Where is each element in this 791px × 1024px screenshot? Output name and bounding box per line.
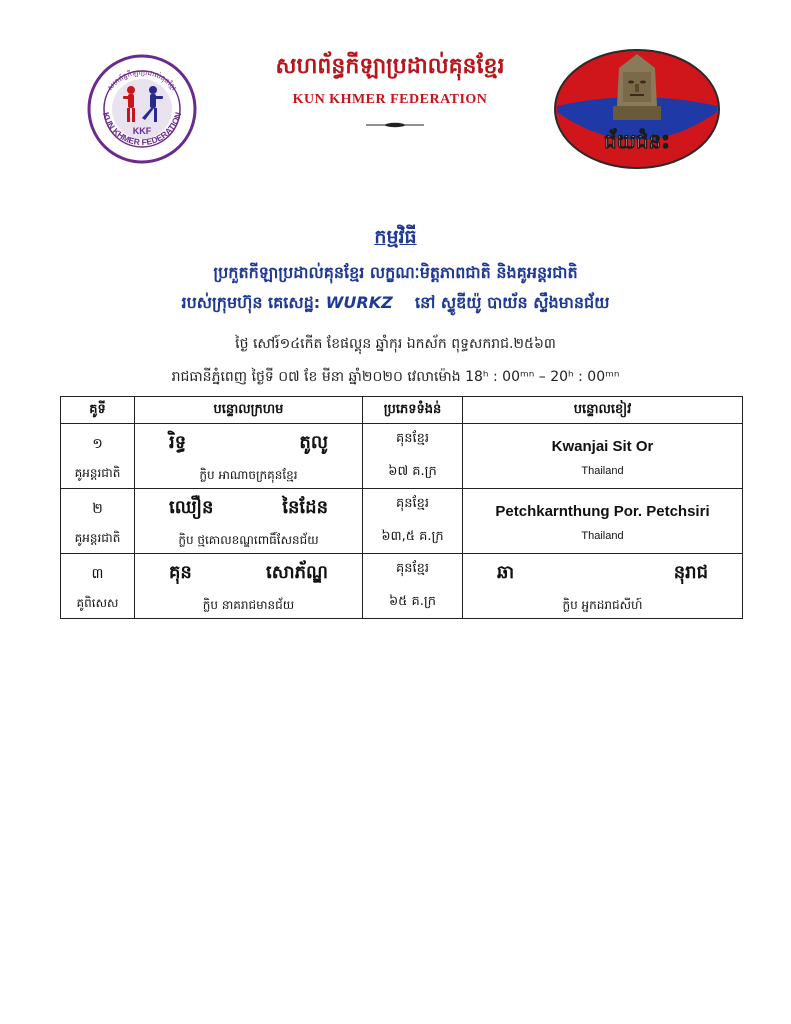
red-fighter-cell — [135, 489, 363, 554]
red-fighter-cell — [135, 554, 363, 619]
table-row — [61, 489, 743, 554]
right-logo-text: ជ័យជំនះ — [604, 129, 670, 153]
table-header-row — [61, 397, 743, 424]
bout-number: ៣ — [91, 565, 104, 582]
red-fighter-first-name: រិទ្ធ — [169, 431, 187, 453]
blue-fighter-cell — [463, 424, 743, 489]
header-weight-category: ប្រភេទទំងន់ — [363, 397, 463, 424]
category-weight: ៦៧ គ.ក្រ — [388, 464, 437, 479]
category-style: គុនខ្មែរ — [395, 561, 429, 576]
blue-fighter-name — [463, 560, 742, 587]
ornament-divider — [366, 122, 424, 128]
red-fighter-last-name: សោភ័ណ្ឌ — [266, 561, 328, 583]
red-fighter-cell — [135, 424, 363, 489]
federation-title-english: KUN KHMER FEDERATION — [292, 92, 488, 107]
program-title: កម្មវិធី — [374, 226, 417, 248]
category-cell — [363, 554, 463, 619]
category-weight: ៦៥ គ.ក្រ — [388, 594, 437, 609]
federation-title-khmer: សហព័ន្ធកីឡាប្រដាល់គុនខ្មែរ — [275, 53, 505, 79]
blue-fighter-name: Petchkarnthung Por. Petchsiri — [495, 502, 710, 520]
red-fighter-club: ក្លិប ថ្មគោលខណ្ឌពោធិ៍សែនជ័យ — [178, 532, 319, 547]
place-time-line: រាជធានីភ្នំពេញ ថ្ងៃទី ០៧ ខែ មីនា ឆ្នាំ២០២០ វេលាម៉ោង 18ʰ : 00ᵐⁿ – 20ʰ : 00ᵐⁿ — [171, 369, 620, 385]
header-red-corner: បន្ទោលក្រហម — [135, 397, 363, 424]
bout-number: ២ — [92, 500, 103, 517]
red-fighter-name — [135, 430, 362, 457]
subtitle-venue: នៅ ស្ទូឌីយ៉ូ បាយ័ន ស្ទឹងមានជ័យ — [414, 293, 610, 312]
angkor-emblem-logo — [553, 48, 721, 170]
red-fighter-name — [135, 495, 362, 522]
program-subtitle-line2 — [0, 292, 791, 316]
blue-fighter-name: Kwanjai Sit Or — [551, 437, 654, 455]
bout-type: គូអន្តរជាតិ — [74, 530, 121, 545]
red-fighter-name — [135, 560, 362, 587]
category-weight: ៦៣,៥ គ.ក្រ — [381, 529, 444, 544]
bouts-table — [60, 396, 743, 619]
subtitle-prefix: របស់ក្រុមហ៊ុន គេសេដ្ឋ: — [181, 293, 321, 312]
blue-fighter-club: ក្លិប អ្នកដរាជសីហ៍ — [562, 597, 643, 612]
bout-number-cell — [61, 554, 135, 619]
bout-type: គូអន្តរជាតិ — [74, 465, 121, 480]
category-cell — [363, 489, 463, 554]
header-blue-corner: បន្ទោលខៀវ — [463, 397, 743, 424]
logo-bottom-text: KUN KHMER FEDERATION — [100, 111, 184, 148]
red-fighter-first-name: ឈឿន — [169, 496, 214, 518]
red-fighter-first-name: គុន — [169, 561, 192, 583]
bout-number-cell — [61, 489, 135, 554]
blue-fighter-club: Thailand — [581, 464, 624, 477]
bout-type: គូពិសេស — [76, 595, 119, 610]
blue-fighter-last-name: នុរាជ — [673, 561, 708, 583]
red-fighter-last-name: តូលូ — [299, 431, 328, 453]
category-style: គុនខ្មែរ — [395, 431, 429, 446]
logo-top-text: សហព័ន្ធកីឡាប្រដាល់គុនខ្មែរ — [106, 68, 179, 93]
red-fighter-club: ក្លិប អាណាចក្រគុនខ្មែរ — [199, 467, 298, 482]
header-bout-number: គូទី — [61, 397, 135, 424]
bout-number: ១ — [92, 435, 103, 452]
category-style: គុនខ្មែរ — [395, 496, 429, 511]
red-fighter-last-name: នៃដែន — [282, 496, 328, 518]
table-row — [61, 424, 743, 489]
bout-number-cell — [61, 424, 135, 489]
logo-center-text: KKF — [132, 126, 152, 136]
blue-fighter-first-name: ឆា — [497, 561, 515, 583]
organizer-name: WURKZ — [325, 293, 393, 312]
program-subtitle-line1: ប្រកួតកីឡាប្រដាល់គុនខ្មែរ លក្ខណៈមិត្តភាពជាតិ និងគូអន្តរជាតិ — [213, 263, 578, 282]
category-cell — [363, 424, 463, 489]
kun-khmer-federation-logo — [87, 54, 197, 164]
table-row — [61, 554, 743, 619]
blue-fighter-club: Thailand — [581, 529, 624, 542]
blue-fighter-cell — [463, 554, 743, 619]
blue-fighter-cell — [463, 489, 743, 554]
lunar-date-line: ថ្ងៃ សៅរ៍១៤កើត ខែផល្គុន ឆ្នាំកុរ ឯកស័ក ពុទ្ធសករាជ.២៥៦៣ — [235, 336, 556, 352]
red-fighter-club: ក្លិប នាគរាជមានជ័យ — [202, 597, 295, 612]
